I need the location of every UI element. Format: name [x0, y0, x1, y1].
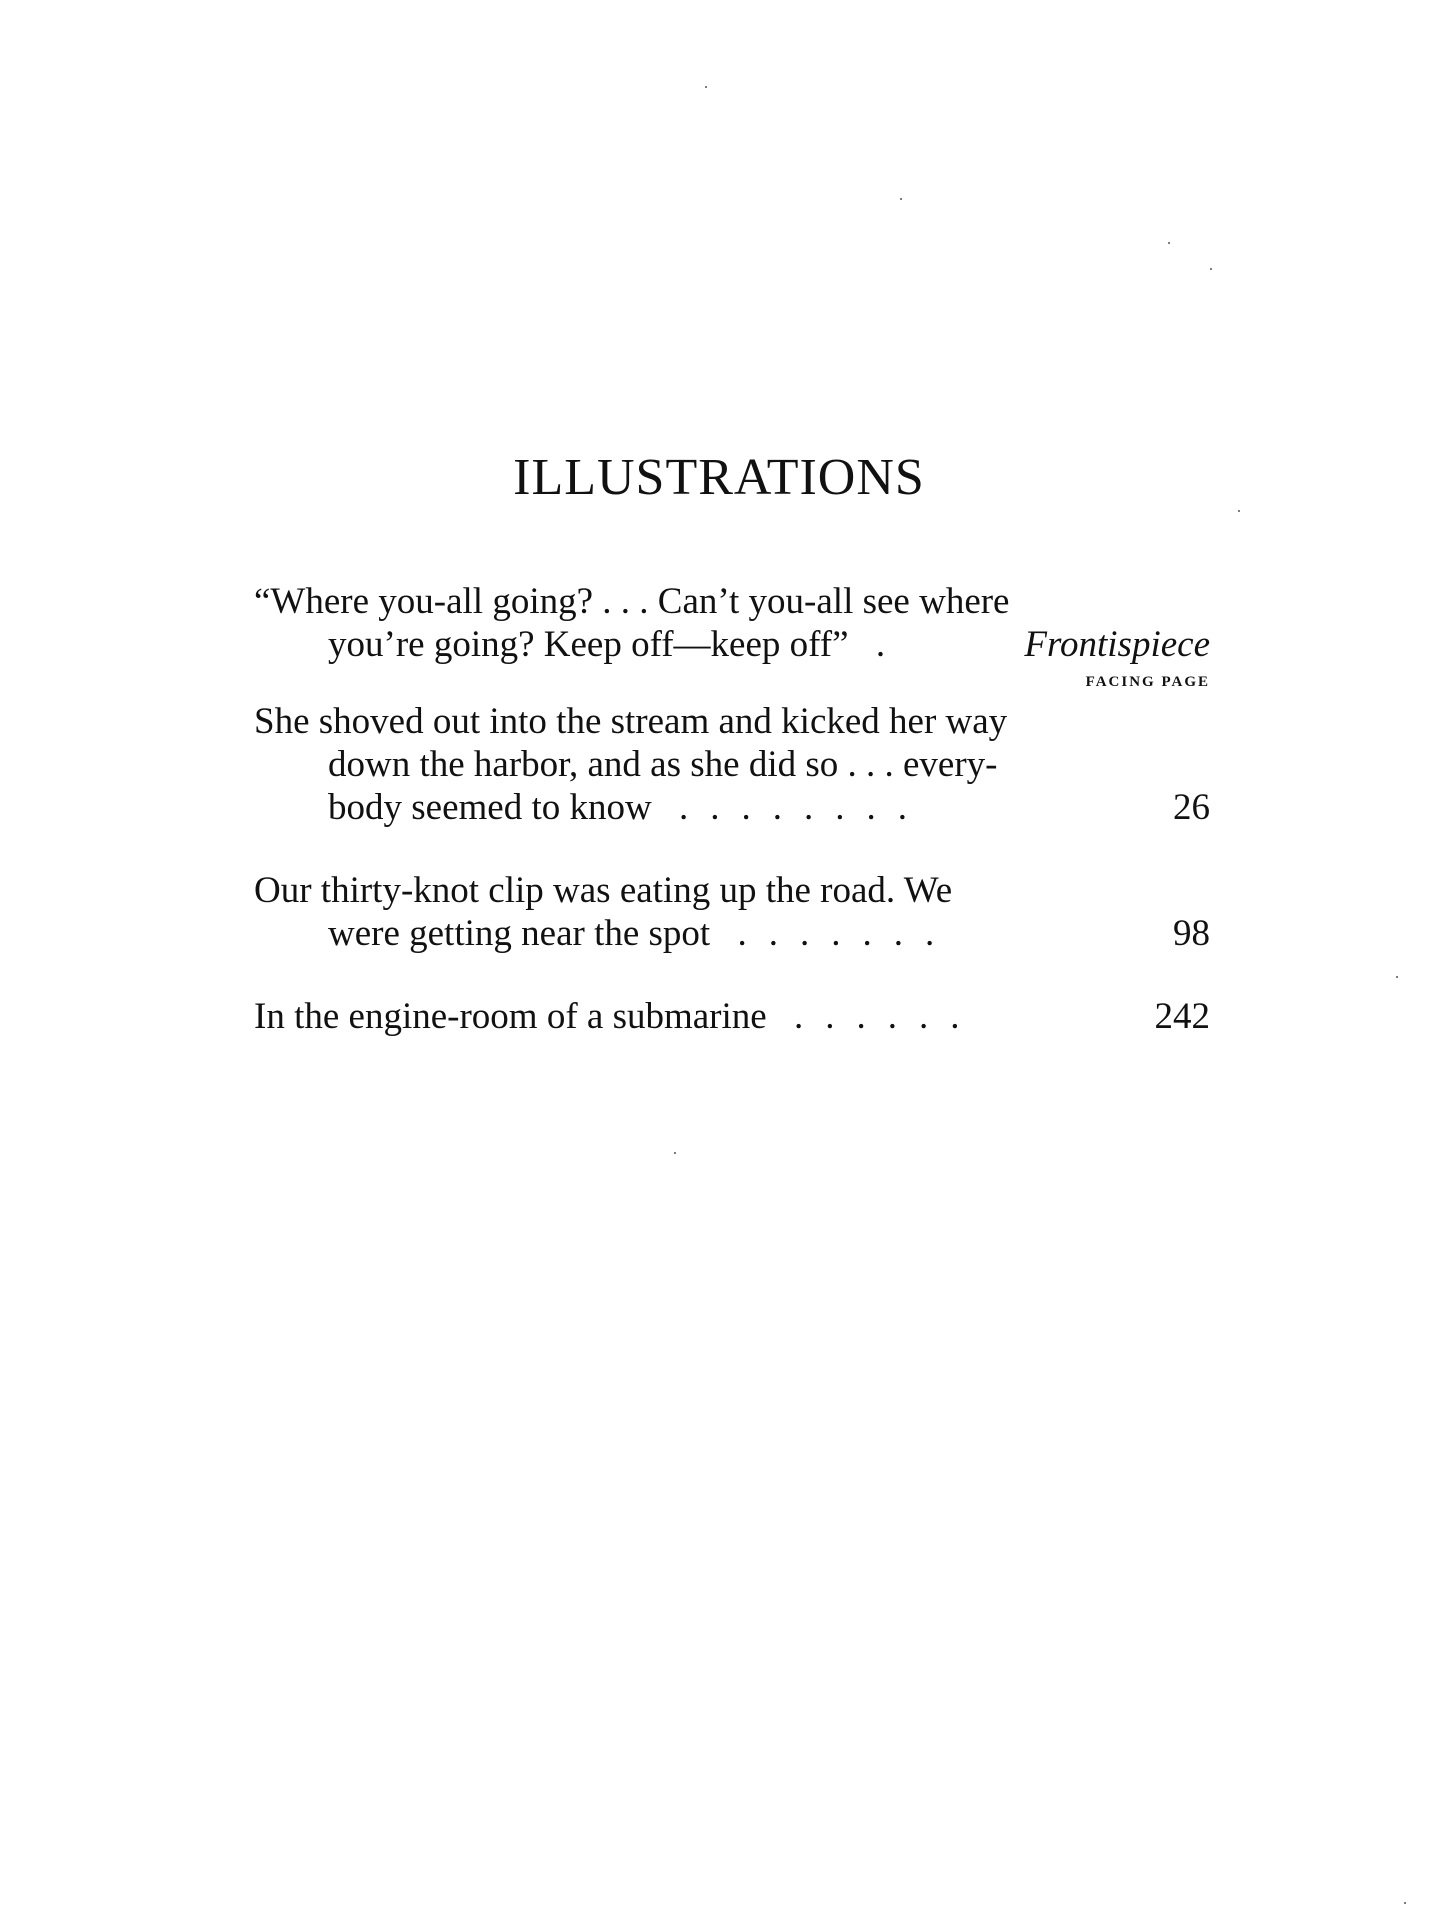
entry-text-line: “Where you-all going? . . . Can’t you-all see where	[254, 581, 1010, 622]
paper-speck	[1396, 976, 1398, 978]
entry-page-ref: Frontispiece	[1024, 624, 1210, 665]
entry-text-line: you’re going? Keep off—keep off”	[328, 624, 849, 665]
paper-speck	[1168, 242, 1170, 244]
page-title: ILLUSTRATIONS	[513, 449, 925, 506]
entry-page-number: 26	[1173, 787, 1210, 828]
paper-speck	[705, 86, 707, 88]
paper-speck	[900, 198, 902, 200]
entry-text-line: In the engine-room of a submarine	[254, 996, 767, 1037]
paper-speck	[1404, 1902, 1406, 1904]
facing-page-label: FACING PAGE	[1085, 674, 1210, 690]
entry-text-line: Our thirty-knot clip was eating up the road. We	[254, 870, 953, 911]
leader-dots: ........	[678, 787, 929, 828]
illustration-entry	[254, 700, 1210, 829]
entry-text-line: She shoved out into the stream and kicked her way	[254, 701, 1008, 742]
paper-speck	[1238, 510, 1240, 512]
paper-speck	[1210, 268, 1212, 270]
illustration-entry-frontispiece	[254, 580, 1210, 666]
illustrations-list	[254, 580, 1210, 1038]
illustration-entry	[254, 995, 1210, 1038]
leader-dots: ......	[793, 996, 982, 1037]
entry-text-line: were getting near the spot	[328, 913, 711, 954]
entry-text-line: body seemed to know	[328, 787, 652, 828]
illustration-entry	[254, 869, 1210, 955]
entry-text-line: down the harbor, and as she did so . . . every-	[328, 744, 998, 785]
entry-page-number: 242	[1154, 996, 1210, 1037]
entry-page-number: 98	[1173, 913, 1210, 954]
paper-speck	[674, 1152, 676, 1154]
leader-dots: .	[875, 624, 908, 665]
leader-dots: .......	[737, 913, 957, 954]
